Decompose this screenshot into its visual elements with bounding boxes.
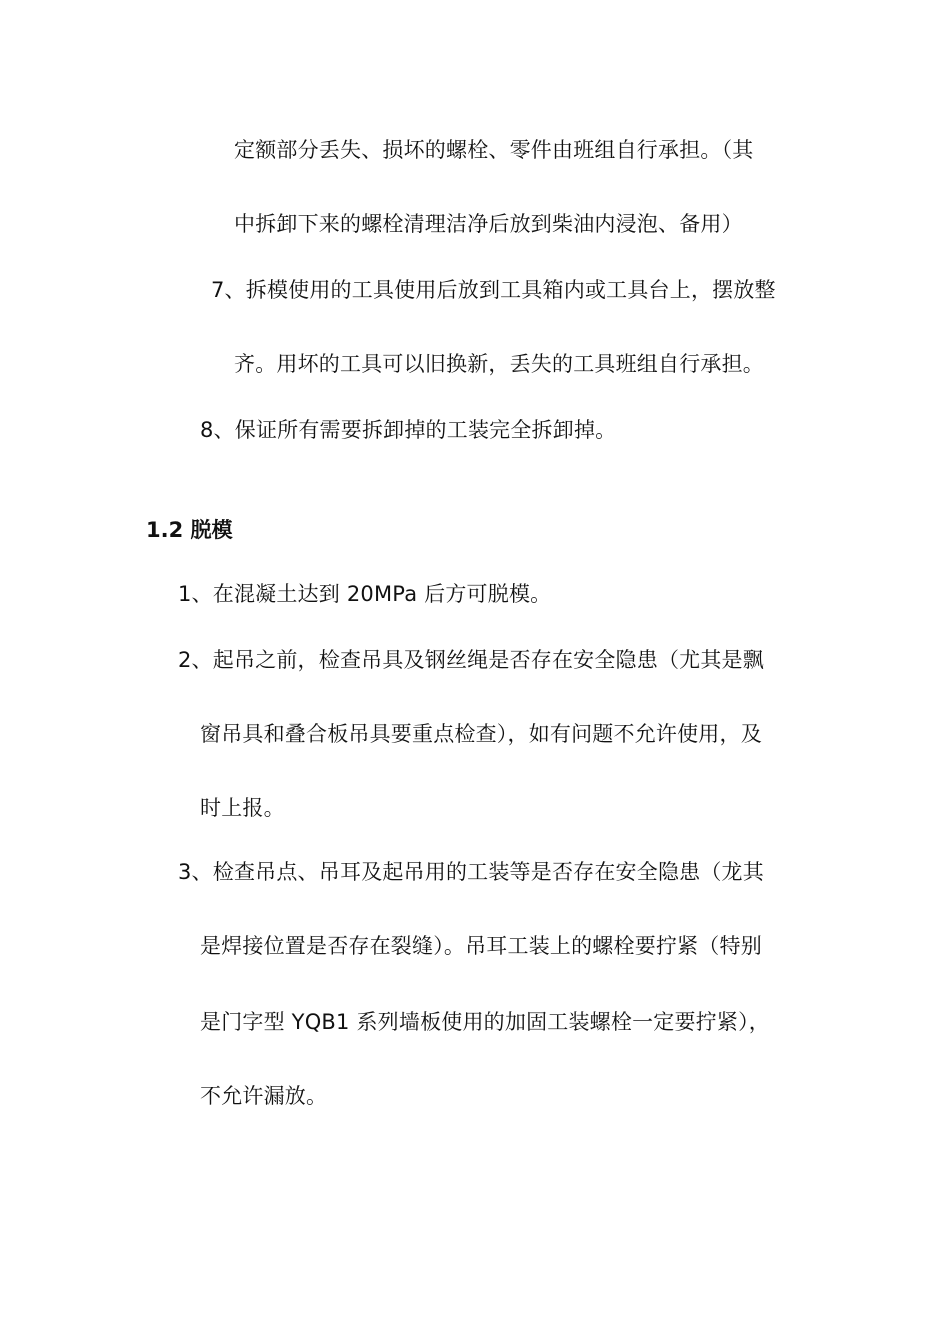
paragraph-line: 中拆卸下来的螺栓清理洁净后放到柴油内浸泡、备用）: [234, 212, 743, 236]
list-item-8: 8、保证所有需要拆卸掉的工装完全拆卸掉。: [200, 418, 617, 442]
list-item-1: 1、在混凝土达到 20MPa 后方可脱模。: [178, 582, 552, 606]
list-item-2-continuation: 时上报。: [200, 796, 285, 820]
list-item-3: 3、检查吊点、吊耳及起吊用的工装等是否存在安全隐患（龙其: [178, 860, 764, 884]
paragraph-line: 定额部分丢失、损坏的螺栓、零件由班组自行承担。（其: [234, 138, 754, 162]
list-item-3-continuation: 不允许漏放。: [200, 1084, 328, 1108]
list-item-7-continuation: 齐。用坏的工具可以旧换新，丢失的工具班组自行承担。: [234, 352, 764, 376]
list-item-2-continuation: 窗吊具和叠合板吊具要重点检查），如有问题不允许使用，及: [200, 722, 762, 746]
section-heading: 1.2 脱模: [146, 518, 233, 542]
list-item-3-continuation: 是焊接位置是否存在裂缝）。吊耳工装上的螺栓要拧紧（特别: [200, 934, 762, 958]
list-item-7: 7、拆模使用的工具使用后放到工具箱内或工具台上，摆放整: [211, 278, 776, 302]
list-item-2: 2、起吊之前，检查吊具及钢丝绳是否存在安全隐患（尤其是飘: [178, 648, 764, 672]
list-item-3-continuation: 是门字型 YQB1 系列墙板使用的加固工装螺栓一定要拧紧），: [200, 1010, 770, 1034]
